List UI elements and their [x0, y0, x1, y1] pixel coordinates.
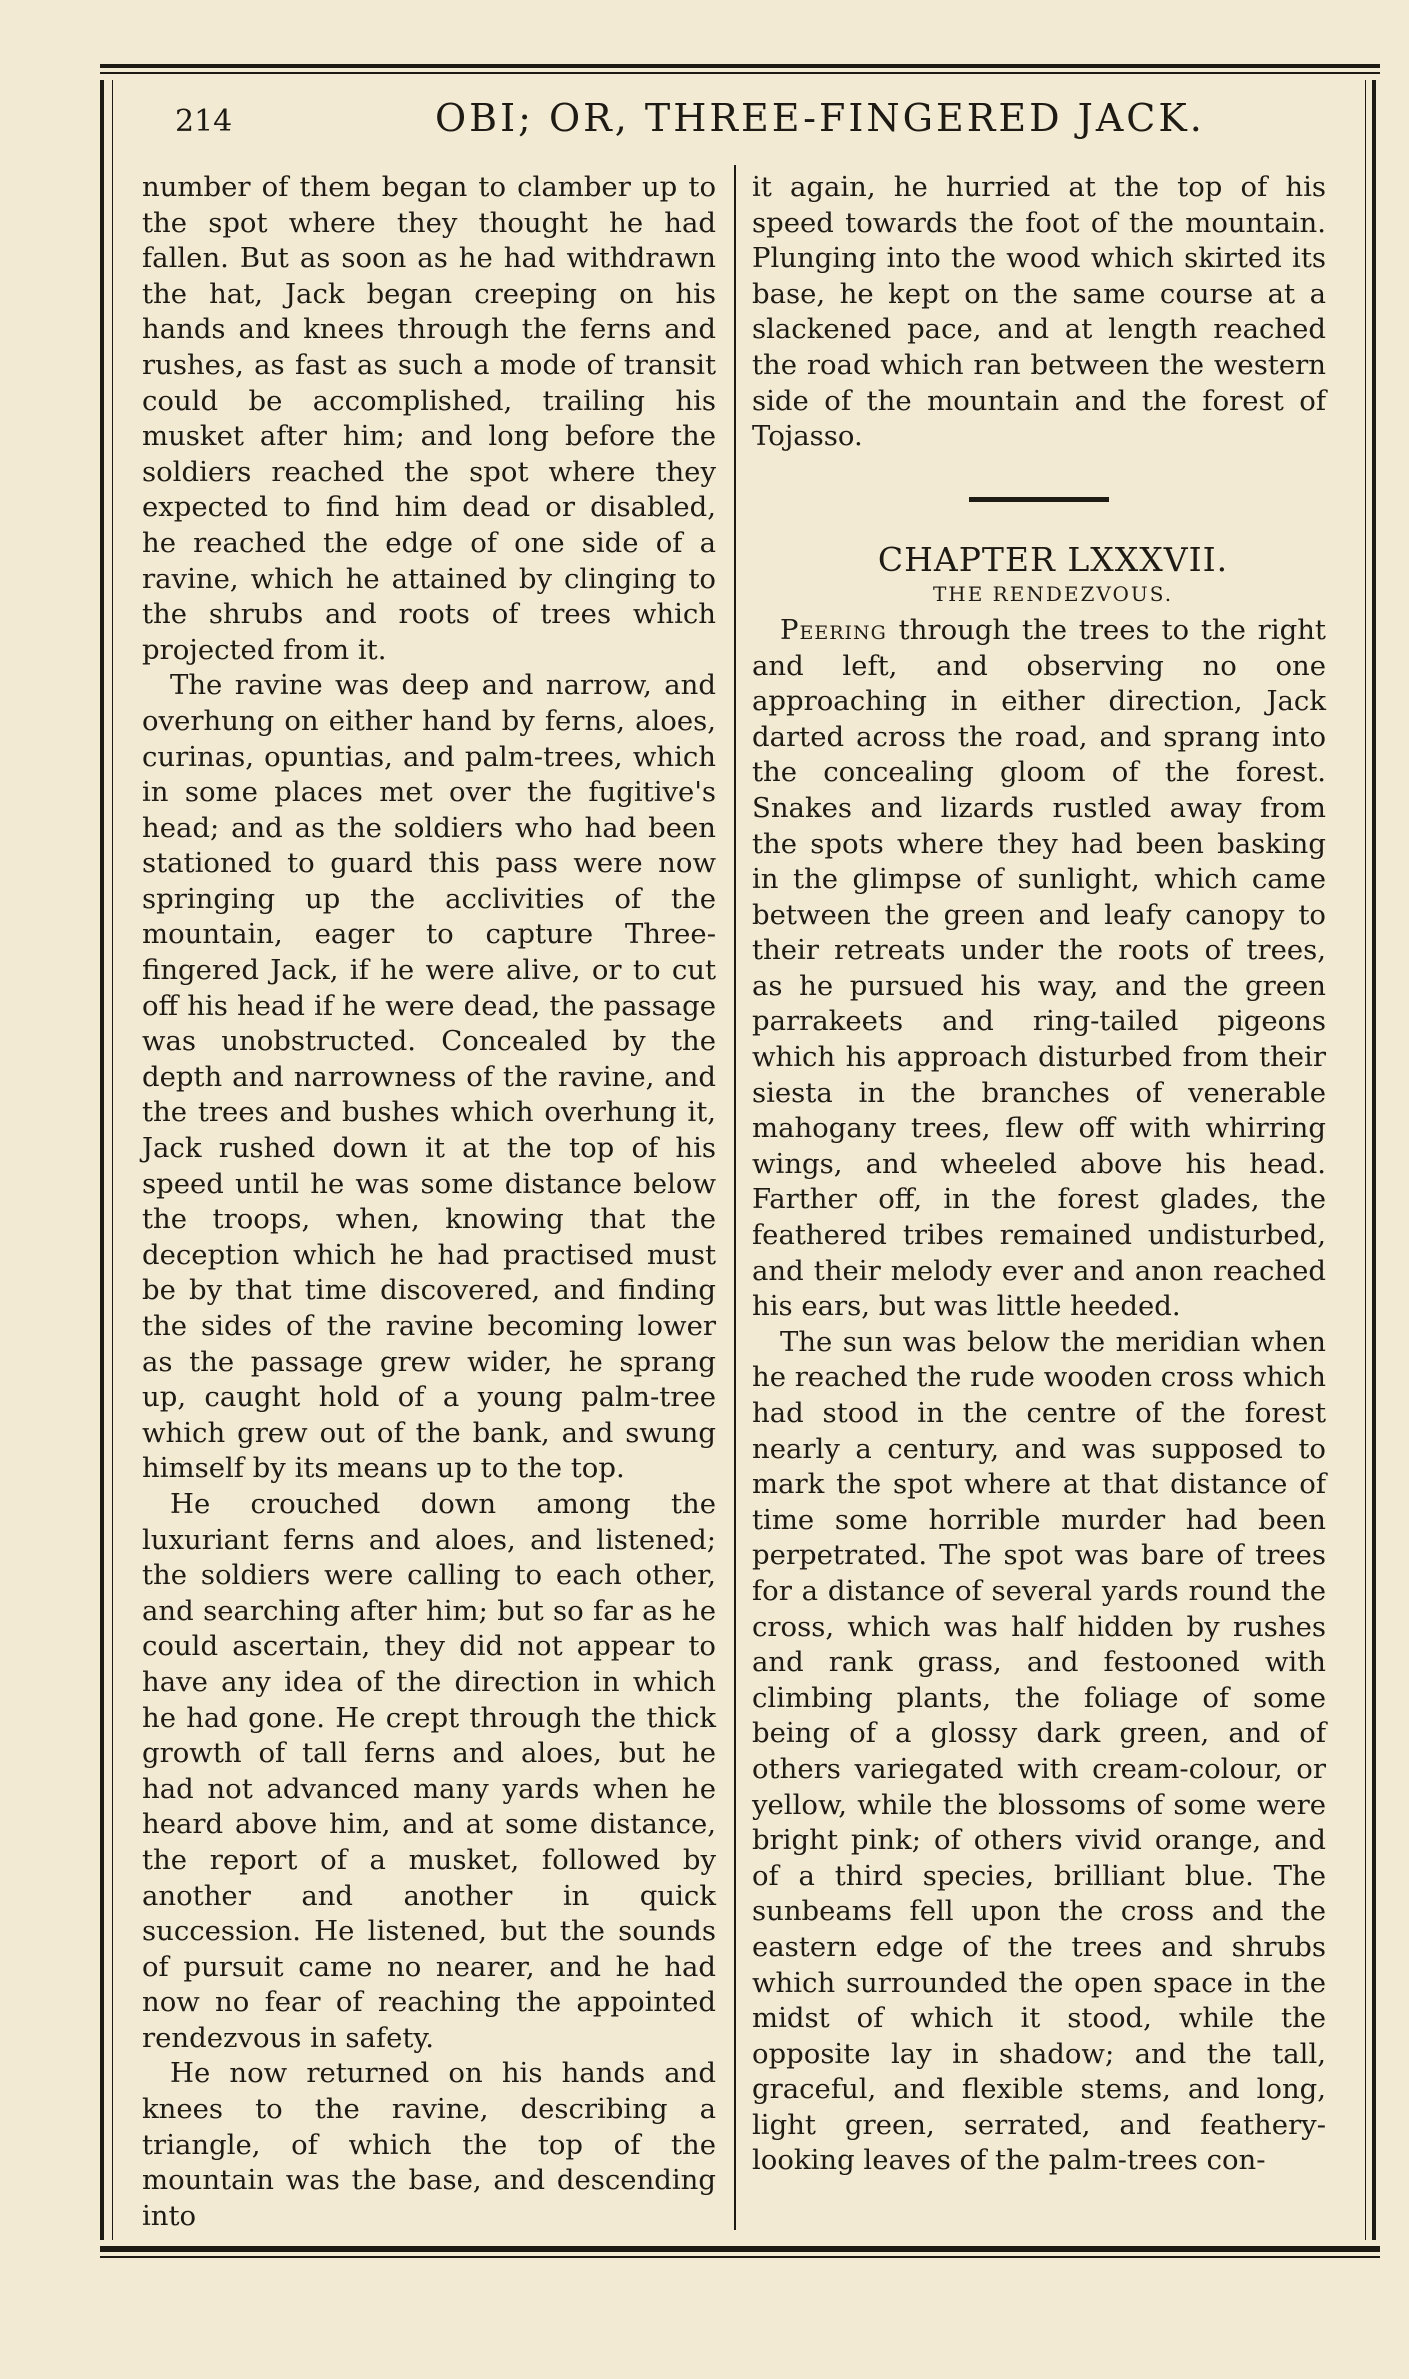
paragraph: He crouched down among the luxuriant ferns and aloes, and listened; the soldiers were calling to each other, and searching after him; but so far as he could ascertain, they did not appear to have any idea of the direction in which he had gone. He crept through the thick growth of tall ferns and aloes, but he had not advanced many yards when he heard above him, and at some distance, the report of a musket, followed by another and another in quick succession. He listened, but the sounds of pursuit came no nearer, and he had now no fear of reaching the appointed rendezvous in safety.: [142, 1487, 716, 2054]
running-title: OBI; OR, THREE-FINGERED JACK.: [435, 96, 1205, 140]
paragraph: He now returned on his hands and knees to the ravine, describing a triangle, of which the top of the mountain was the base, and descending into: [142, 2057, 716, 2232]
bottom-rule: [100, 2246, 1380, 2252]
page-header: [135, 90, 1355, 150]
paragraph: The sun was below the meridian when he reached the rude wooden cross which had stood in the centre of the forest nearly a century, and was supposed to mark the spot where at that distance of time some horrible murder had been perpetrated. The spot was bare of trees for a distance of several yards round the cross, which was half hidden by rushes and rank grass, and festooned with climbing plants, the foliage of some being of a glossy dark green, and of others variegated with cream-colour, or yellow, while the blossoms of some were bright pink; of others vivid orange, and of a third species, brilliant blue. The sunbeams fell upon the cross and the eastern edge of the trees and shrubs which surrounded the open space in the midst of which it stood, while the opposite lay in shadow; and the tall, graceful, and flexible stems, and long, light green, serrated, and feathery-looking leaves of the palm-trees con-: [752, 1325, 1326, 2177]
paragraph-text: through the trees to the right and left, and observing no one approaching in either direction, Jack darted across the road, and sprang into the concealing gloom of the forest. Snakes and lizards rustled away from the spots where they had been basking in the glimpse of sunlight, which came between the green and leafy canopy to their retreats under the roots of trees, as he pursued his way, and the green parrakeets and ring-tailed pigeons which his approach disturbed from their siesta in the branches of venerable mahogany trees, flew off with whirring wings, and wheeled above his head. Farther off, in the forest glades, the feathered tribes remained undisturbed, and their melody ever and anon reached his ears, but was little heeded.: [752, 613, 1326, 1323]
top-rule-thin: [100, 72, 1380, 74]
chapter-title: CHAPTER LXXXVII.: [877, 539, 1229, 579]
top-rule: [100, 64, 1380, 68]
paragraph: [752, 613, 1326, 1325]
paragraph: it again, he hurried at the top of his speed towards the foot of the mountain. Plunging into the wood which skirted its base, he kept on the same course at a slackened pace, and at length reached the road which ran between the western side of the mountain and the forest of Tojasso.: [752, 171, 1326, 453]
chapter-subtitle: THE RENDEZVOUS.: [932, 582, 1174, 607]
first-word: Peering: [780, 613, 887, 646]
column-divider: [734, 165, 736, 2230]
right-column: [752, 170, 1326, 2179]
paragraph: number of them began to clamber up to the spot where they thought he had fallen. But as soon as he had withdrawn the hat, Jack began creeping on his hands and knees through the ferns and rushes, as fast as such a mode of transit could be accomplished, trailing his musket after him; and long before the soldiers reached the spot where they expected to find him dead or disabled, he reached the edge of one side of a ravine, which he attained by clinging to the shrubs and roots of trees which projected from it.: [142, 171, 716, 666]
left-column: [142, 170, 716, 2234]
bottom-rule-thin: [100, 2256, 1380, 2258]
page-number: 214: [175, 104, 233, 139]
paragraph: The ravine was deep and narrow, and overhung on either hand by ferns, aloes, curinas, opuntias, and palm-trees, which in some places met over the fugitive's head; and as the soldiers who had been stationed to guard this pass were now springing up the acclivities of the mountain, eager to capture Three-fingered Jack, if he were alive, or to cut off his head if he were dead, the passage was unobstructed. Concealed by the depth and narrowness of the ravine, and the trees and bushes which overhung it, Jack rushed down it at the top of his speed until he was some distance below the troops, when, knowing that the deception which he had practised must be by that time discovered, and finding the sides of the ravine becoming lower as the passage grew wider, he sprang up, caught hold of a young palm-tree which grew out of the bank, and swung himself by its means up to the top.: [142, 669, 716, 1485]
section-separator: [969, 497, 1109, 502]
